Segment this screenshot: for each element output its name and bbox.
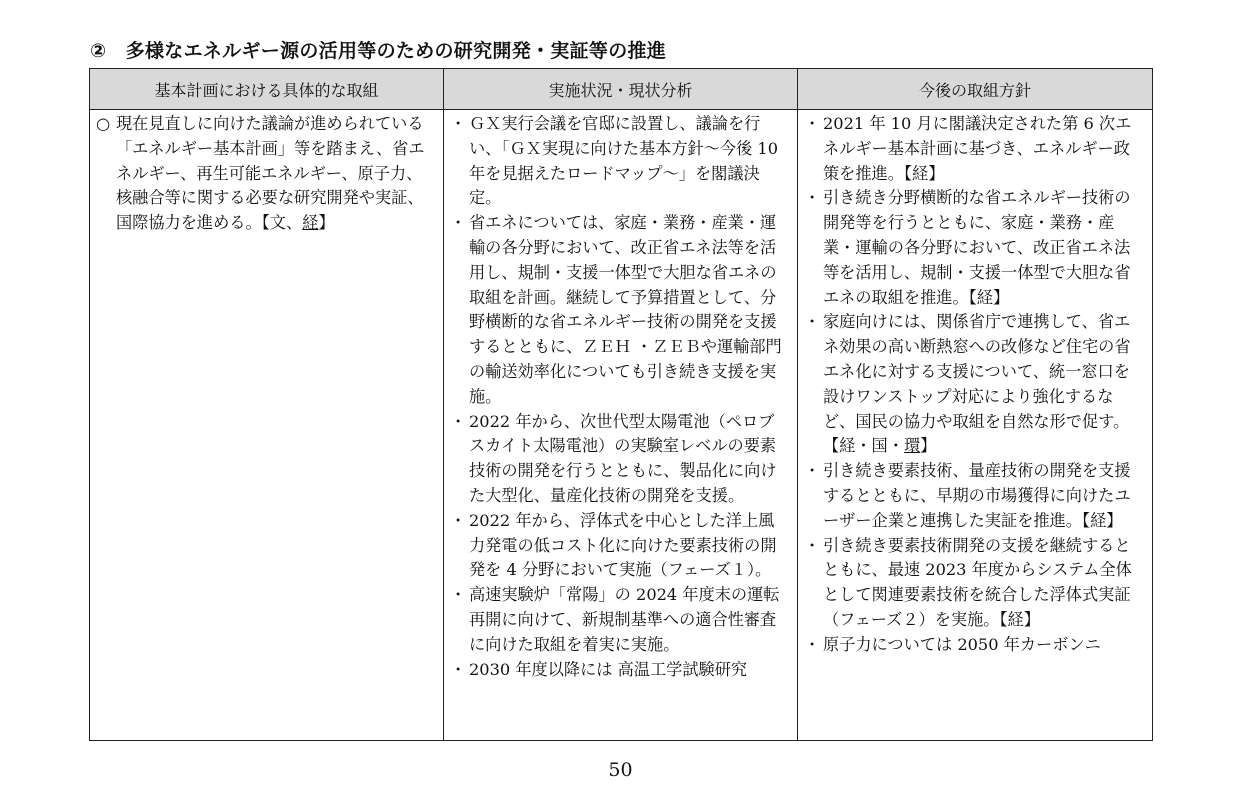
cell-future-policy [798,110,1153,741]
item-tail: 】 [920,436,937,456]
item-text: 2022 年から、次世代型太陽電池（ペロブスカイト太陽電池）の実験室レベルの要素技術の開発を行うとともに、製品化に向けた大型化、量産化技術の開発を支援。 [469,411,777,505]
bullet: ・ [450,510,467,530]
list-item [450,583,787,657]
item-text: 2022 年から、浮体式を中心とした洋上風力発電の低コスト化に向けた要素技術の開発を 4 分野において実施（フェーズ１）。 [469,510,777,580]
list-item [804,633,1142,658]
list-item [450,658,787,683]
page-number: 50 [608,759,633,781]
bullet: ・ [450,213,467,233]
list-item [804,186,1142,310]
header-specific-initiatives: 基本計画における具体的な取組 [90,69,444,110]
bullet: ○ [96,114,111,133]
item-text: 2021 年 10 月に閣議決定された第 6 次エネルギー基本計画に基づき、エネルギー政策を推進。【経】 [823,114,1132,183]
list-item [450,211,787,409]
bullet: ・ [804,114,821,133]
cell-implementation-status [444,110,798,741]
item-text: 現在見直しに向けた議論が進められている「エネルギー基本計画」等を踏まえ、省エネルギー、再生可能エネルギー、原子力、核融合等に関する必要な研究開発や実証、国際協力を進める。【文、 [116,114,425,233]
list-item [804,459,1142,533]
item-tail: 】 [318,213,335,233]
bullet: ・ [804,535,821,555]
bullet: ・ [450,585,467,605]
list-item [450,112,787,211]
item-text: 高速実験炉「常陽」の 2024 年度末の運転再開に向けて、新規制基準への適合性審査に向けた取組を着実に実施。 [469,585,780,654]
bullet: ・ [804,188,821,208]
list-item [804,112,1142,186]
item-text: 引き続き要素技術、量産技術の開発を支援するとともに、早期の市場獲得に向けたユーザー企業と連携した実証を推進。【経】 [823,461,1131,530]
bullet: ・ [450,114,467,133]
section-title: ② 多様なエネルギー源の活用等のための研究開発・実証等の推進 [90,40,667,62]
underlined-ministry: 環 [903,436,921,456]
bullet: ・ [450,659,467,679]
item-text: 引き続き要素技術開発の支援を継続するとともに、最速 2023 年度からシステム全体として関連要素技術を統合した浮体式実証（フェーズ２）を実施。【経】 [823,535,1132,629]
bullet: ・ [804,634,821,654]
policy-table [89,68,1153,741]
bullet: ・ [804,461,821,481]
list-item [804,534,1142,633]
cell-specific-initiatives [90,110,444,741]
list-item [804,310,1142,459]
item-text: 原子力については 2050 年カーボンニ [823,634,1101,654]
header-implementation-status: 実施状況・現状分析 [444,69,798,110]
item-text: 省エネについては、家庭・業務・産業・運輸の各分野において、改正省エネ法等を活用し、規制・支援一体型で大胆な省エネの取組を計画。継続して予算措置として、分野横断的な省エネルギー技術の開発を支援するとともに、ＺＥＨ ・ＺＥＢや運輸部門の輸送効率化についても引き続き支援を実施。 [469,213,782,406]
underlined-ministry: 経 [302,213,319,233]
item-text: 家庭向けには、関係省庁で連携して、省エネ効果の高い断熱窓への改修など住宅の省エネ化に対する支援について、統一窓口を設けワンストップ対応により強化するなど、国民の協力や取組を自然な形で促す。【経・国・ [823,312,1131,456]
bullet: ・ [804,312,821,332]
list-item [450,410,787,509]
item-text: 引き続き分野横断的な省エネルギー技術の開発等を行うとともに、家庭・業務・産業・運輸の各分野において、改正省エネ法等を活用し、規制・支援一体型で大胆な省エネの取組を推進。【経】 [823,188,1131,307]
table-header-row [90,69,1153,110]
table-row [90,110,1153,741]
bullet: ・ [450,411,467,431]
item-text: 2030 年度以降には 高温工学試験研究 [469,659,748,679]
header-future-policy: 今後の取組方針 [798,69,1153,110]
item-text: ＧＸ実行会議を官邸に設置し、議論を行い、「ＧＸ実現に向けた基本方針～今後 10 年を見据えたロードマップ～」を閣議決定。 [469,114,779,208]
list-item [96,112,433,236]
list-item [450,509,787,583]
